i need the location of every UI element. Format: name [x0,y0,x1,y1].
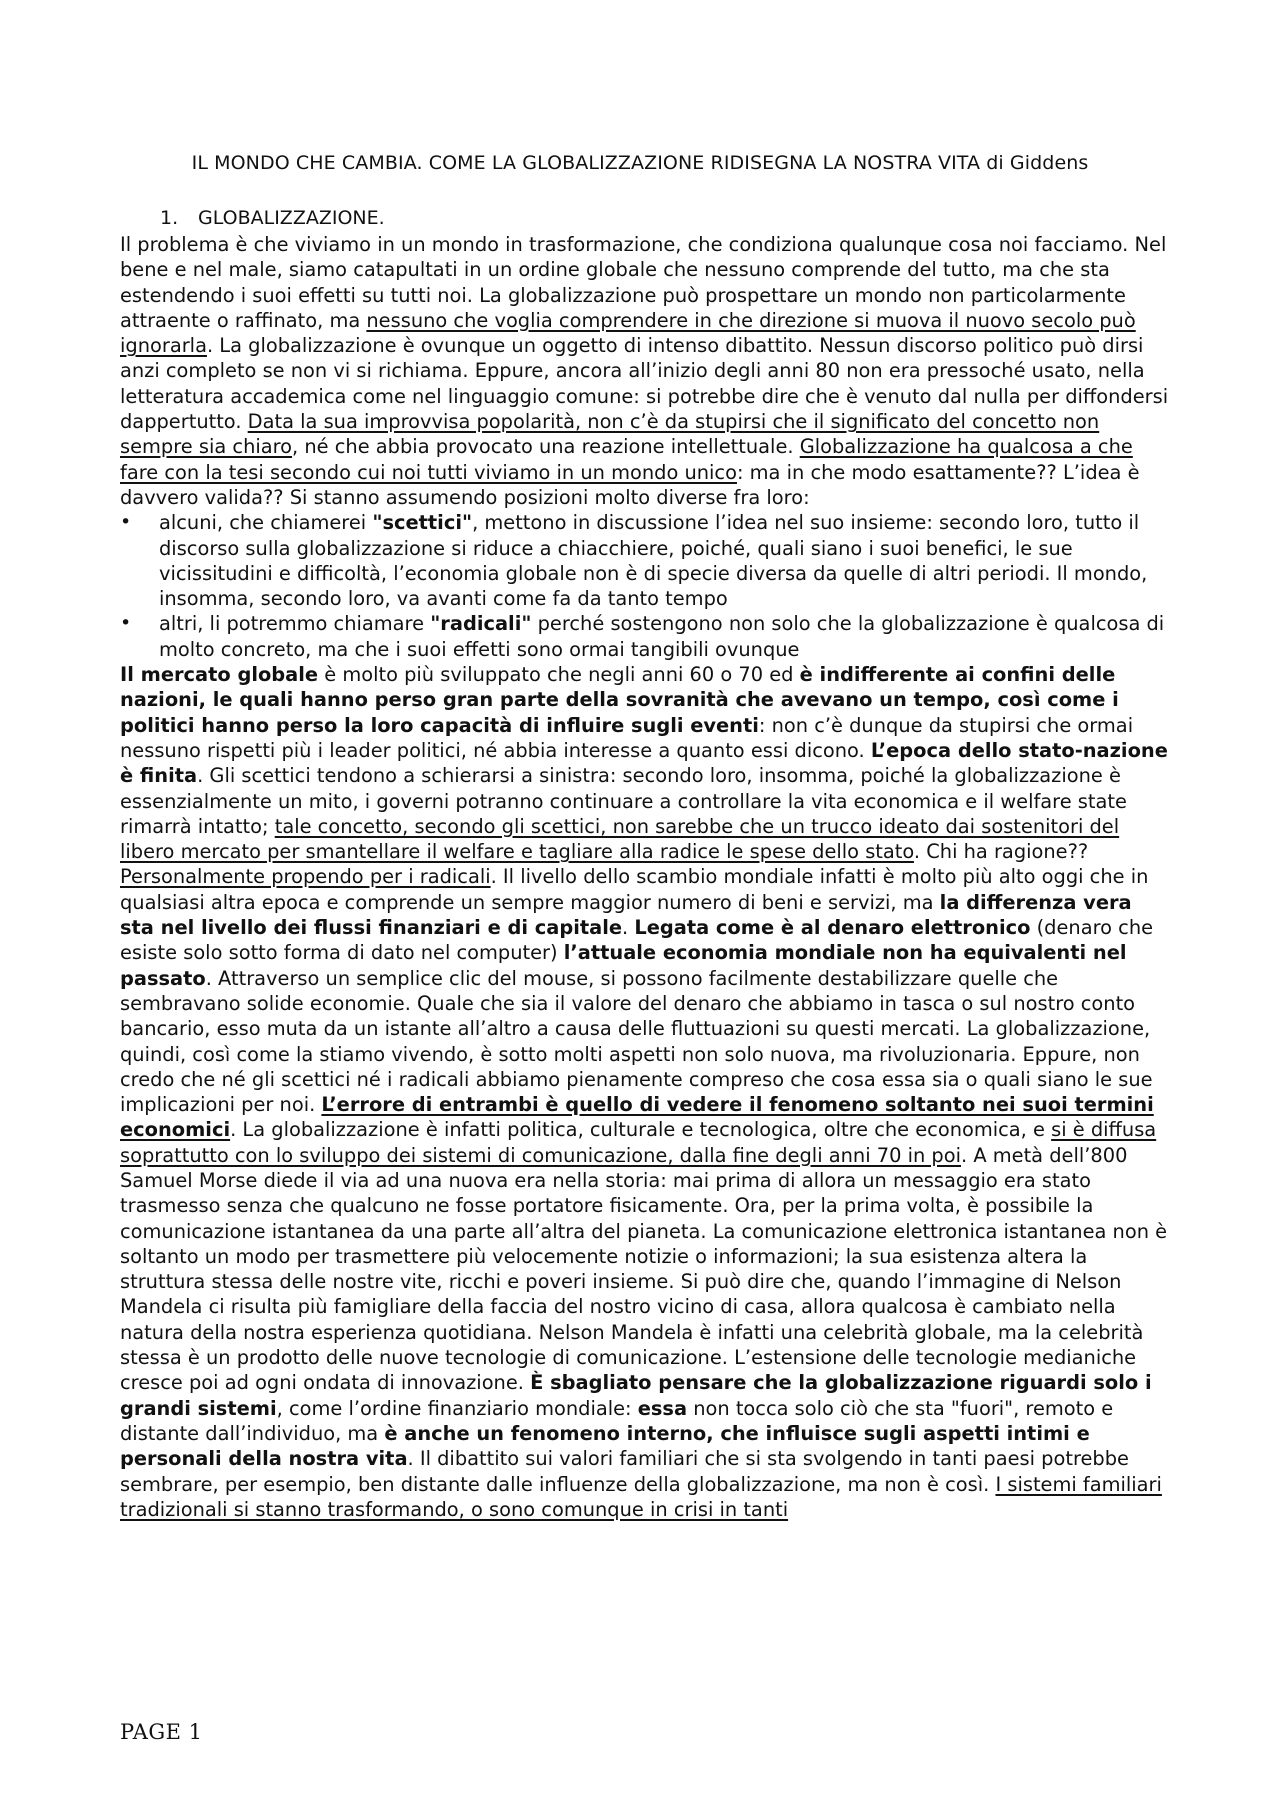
paragraph-intro [120,232,1170,510]
bold-underlined-text: L’errore di entrambi è quello di vedere il fenomeno soltanto nei suoi termini economici [120,1093,1154,1142]
text-span: . La globalizzazione è ovunque un oggetto di intenso dibattito. Nessun discorso politico può dirsi anzi completo se non vi si richiama. Eppure, ancora all’inizio degli anni 80 non era pressoché usato, nella letteratura accademica come nel linguaggio comune: si potrebbe dire che è venuto dal nulla per diffondersi dappertutto. [120,334,1169,434]
bold-text: la differenza vera sta nel livello dei flussi finanziari e di capitale [120,890,1132,940]
section-number: 1. [160,207,179,229]
underlined-text: Globalizzazione ha qualcosa a che fare con la tesi secondo cui noi tutti viviamo in un mondo unico [120,435,1133,484]
bold-text: è anche un fenomeno interno, che influisce sugli aspetti intimi e personali della nostra vita [120,1421,1090,1471]
underlined-text: si è diffusa soprattutto con lo sviluppo dei sistemi di comunicazione, dalla fine degli anni 70 in poi [120,1118,1157,1167]
text-span: . A metà dell’800 Samuel Morse diede il via ad una nuova era nella storia: mai prima di allora un messaggio era stato trasmesso senza che qualcuno ne fosse portatore fisicamente. Ora, per la prima volta, è possibile la comunicazione istantanea da una parte all’altra del pianeta. La comunicazione elettronica istantanea non è soltanto un modo per trasmettere più velocemente notizie o informazioni; la sua esistenza altera la struttura stessa delle nostre vite, ricchi e poveri insieme. Si può dire che, quando l’immagine di Nelson Mandela ci risulta più famigliare della faccia del nostro vicino di casa, allora qualcosa è cambiato nella natura della nostra esperienza quotidiana. Nelson Mandela è infatti una celebrità globale, ma la celebrità stessa è un prodotto delle nuove tecnologie di comunicazione. L’estensione delle tecnologie medianiche cresce poi ad ogni ondata di innovazione. [120,1143,1168,1395]
page-number: 1 [188,1720,203,1744]
underlined-text: tale concetto, secondo gli scettici, non sarebbe che un trucco ideato dai sostenitori del libero mercato per smantellare il welfare e tagliare alla radice le spese dello stato [120,814,1120,864]
text-span: . [622,916,635,940]
underlined-text: I sistemi familiari tradizionali si stanno trasformando, o sono comunque in crisi in tanti [120,1472,1162,1521]
page-footer [120,1720,203,1744]
text-span: alcuni, che chiamerei [159,511,373,535]
text-span: non tocca solo ciò che sta "fuori", remoto e distante dall’individuo, ma [120,1396,1114,1445]
text-span: : non c’è dunque da stupirsi che ormai nessuno rispetti più i leader politici, né abbia interesse a quanto essi dicono. [120,713,1134,762]
text-span: . Attraverso un semplice clic del mouse, si possono facilmente destabilizzare quelle che sembravano solide economie. Quale che sia il valore del denaro che abbiamo in tasca o sul nostro conto bancario, esso muta da un istante all’altro a causa delle fluttuazioni su questi mercati. La globalizzazione, quindi, così come la stiamo vivendo, è sotto molti aspetti non solo nuova, ma rivoluzionaria. Eppure, non credo che né gli scettici né i radicali abbiamo pienamente compreso che cosa essa sia o quali siano le sue implicazioni per noi. [120,966,1153,1117]
text-span: . Chi ha ragione?? [913,840,1089,864]
text-span: . Gli scettici tendono a schierarsi a sinistra: secondo loro, insomma, poiché la globalizzazione è essenzialmente un mito, i governi potranno continuare a controllare la vita economica e il welfare state rimarrà intatto; [120,764,1127,838]
section-title: GLOBALIZZAZIONE. [198,207,385,229]
text-span: , né che abbia provocato una reazione intellettuale. [292,435,800,459]
page-label: PAGE [120,1720,182,1744]
bold-text: essa [637,1396,688,1420]
document-body [120,232,1170,1522]
text-span: è molto più sviluppato che negli anni 60 o 70 ed [318,663,800,687]
text-span: . Il dibattito sui valori familiari che si sta svolgendo in tanti paesi potrebbe sembrare, per esempio, ben distante dalle influenze della globalizzazione, ma non è così. [120,1447,1129,1496]
text-span: , come l’ordine finanziario mondiale: [276,1396,638,1420]
bold-text: "scettici" [372,511,473,535]
bold-text: È sbagliato pensare che la globalizzazione riguardi solo i grandi sistemi [120,1371,1152,1420]
paragraph-main [120,662,1170,1522]
text-span: . La globalizzazione è infatti politica, culturale e tecnologica, oltre che economica, e [230,1118,1052,1142]
underlined-text: Data la sua improvvisa popolarità, non c’è da stupirsi che il significato del concetto non sempre sia chiaro [120,410,1100,459]
text-span: (denaro che esiste solo sotto forma di dato nel computer) [120,916,1154,965]
list-item [120,510,1170,611]
text-span: altri, li potremmo chiamare [159,612,431,636]
bold-text: è indifferente ai confini delle nazioni, le quali hanno perso gran parte della sovranità che avevano un tempo, così come i politici hanno perso la loro capacità di influire sugli eventi [120,663,1119,737]
section-heading [160,205,385,231]
text-span: . Il livello dello scambio mondiale infatti è molto più alto oggi che in qualsiasi altra epoca e comprende un sempre maggior numero di beni e servizi, ma [120,865,1149,914]
bold-text: "radicali" [430,612,532,636]
list-item [120,611,1170,662]
text-span: perché sostengono non solo che la globalizzazione è qualcosa di molto concreto, ma che i suoi effetti sono ormai tangibili ovunque [159,612,1165,661]
bold-text: l’attuale economia mondiale non ha equivalenti nel passato [120,941,1127,990]
underlined-text: nessuno che voglia comprendere in che direzione si muova il nuovo secolo può ignorarla [120,308,1136,358]
bold-text: Il mercato globale [120,663,319,687]
text-span: Il problema è che viviamo in un mondo in trasformazione, che condiziona qualunque cosa noi facciamo. Nel bene e nel male, siamo catapultati in un ordine globale che nessuno comprende del tutto, ma che sta estendendo i suoi effetti su tutti noi. La globalizzazione può prospettare un mondo non particolarmente attraente o raffinato, ma [120,233,1167,332]
text-span: : ma in che modo esattamente?? L’idea è davvero valida?? Si stanno assumendo posizioni molto diverse fra loro: [120,460,1140,509]
bold-text: Legata come è al denaro elettronico [634,916,1031,940]
positions-list [120,510,1170,662]
bold-text: L’epoca dello stato-nazione è finita [120,738,1168,788]
document-title: IL MONDO CHE CAMBIA. COME LA GLOBALIZZAZIONE RIDISEGNA LA NOSTRA VITA di Giddens [191,152,1089,174]
text-span: , mettono in discussione l’idea nel suo insieme: secondo loro, tutto il discorso sulla globalizzazione si riduce a chiacchiere, poiché, quali siano i suoi benefici, le sue vicissitudini e difficoltà, l’economia globale non è di specie diversa da quelle di altri periodi. Il mondo, insomma, secondo loro, va avanti come fa da tanto tempo [159,511,1148,611]
underlined-text: Personalmente propendo per i radicali [120,865,491,889]
